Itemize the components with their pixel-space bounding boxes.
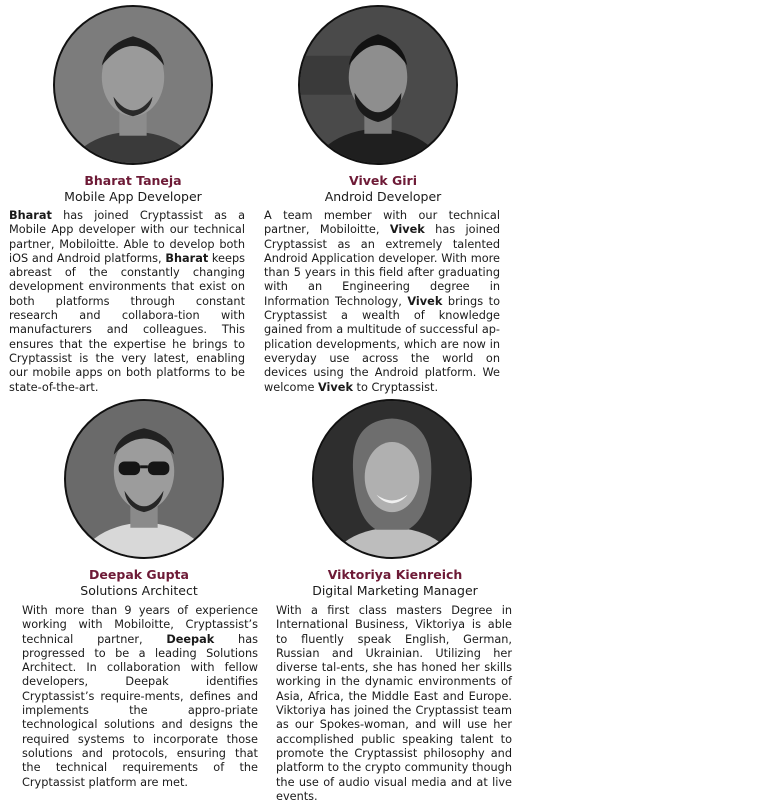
bio-text: to Cryptassist. xyxy=(352,380,439,394)
bio-name-emphasis: Deepak xyxy=(166,632,215,646)
bio-text: keeps abreast of the constantly changing development environments that exist on both platforms through constant research and collabora-tion with manufacturers and colleagues. This ensures that the expertise he brings to Cryptassist is the very latest, enabling our mobile apps on both platforms to be state-of-the-art. xyxy=(9,251,245,394)
member-role: Solutions Architect xyxy=(80,583,198,598)
bio-text: has joined Cryptassist as a Mobile App developer with our technical partner, Mobiloitte. Able to develop both iOS and Android platforms, xyxy=(9,209,245,265)
member-role: Digital Marketing Manager xyxy=(312,583,478,598)
portrait-photo xyxy=(300,7,456,163)
member-name: Bharat Taneja xyxy=(84,173,182,188)
bio-text: brings to Cryptassist a wealth of knowledge gained from a multitude of successful ap-plication developments, which are now in everyday use across the world on devices using the Android platform. We welcome xyxy=(264,294,500,394)
portrait-photo xyxy=(314,401,470,557)
bio-name-emphasis: Vivek xyxy=(318,380,353,394)
member-role: Mobile App Developer xyxy=(64,189,202,204)
bio-text: has joined Cryptassist as an extremely talented Android Application developer. With more than 5 years in this field after graduating with an Engineering degree in Information Technology, xyxy=(264,223,500,308)
bio-text: With more than 9 years of experience working with Mobiloitte, Cryptassist’s technical partner, xyxy=(22,604,258,646)
avatar-deepak-gupta xyxy=(64,399,224,559)
avatar-bharat-taneja xyxy=(53,5,213,165)
avatar-vivek-giri xyxy=(298,5,458,165)
member-name: Viktoriya Kienreich xyxy=(327,567,463,582)
bio-name-emphasis: Vivek xyxy=(389,223,425,237)
member-bio xyxy=(9,209,245,395)
bio-text: With a first class masters Degree in International Business, Viktoriya is able to fluently speak English, German, Russian and Ukrainian. Utilizing her diverse tal-ents, she has honed her skills working in the dynamic environments of Asia, Africa, the Middle East and Europe. Viktoriya has joined the Cryptassist team as our Spokes-woman, and will use her accomplished public speaking talent to promote the Cryptassist philosophy and platform to the crypto community though the use of audio visual media and at live events. xyxy=(276,604,512,803)
portrait-photo xyxy=(55,7,211,163)
member-role: Android Developer xyxy=(324,189,442,204)
member-bio xyxy=(22,604,258,790)
member-name: Vivek Giri xyxy=(348,173,418,188)
bio-name-emphasis: Bharat xyxy=(9,209,52,222)
bio-text: has progressed to be a leading Solutions Architect. In collaboration with fellow developers, Deepak identifies Cryptassist’s require-ments, defines and implements the appro-priate technological solutions and designs the required systems to incorporate those solutions and protocols, ensuring that the technical requirements of the Cryptassist platform are met. xyxy=(22,632,258,789)
bio-name-emphasis: Bharat xyxy=(165,251,209,265)
member-name: Deepak Gupta xyxy=(89,567,189,582)
portrait-photo xyxy=(66,401,222,557)
bio-name-emphasis: Vivek xyxy=(407,294,443,308)
member-bio xyxy=(264,209,500,395)
member-bio xyxy=(276,604,512,804)
avatar-viktoriya-kienreich xyxy=(312,399,472,559)
bio-text: A team member with our technical partner, Mobiloitte, xyxy=(264,209,500,237)
